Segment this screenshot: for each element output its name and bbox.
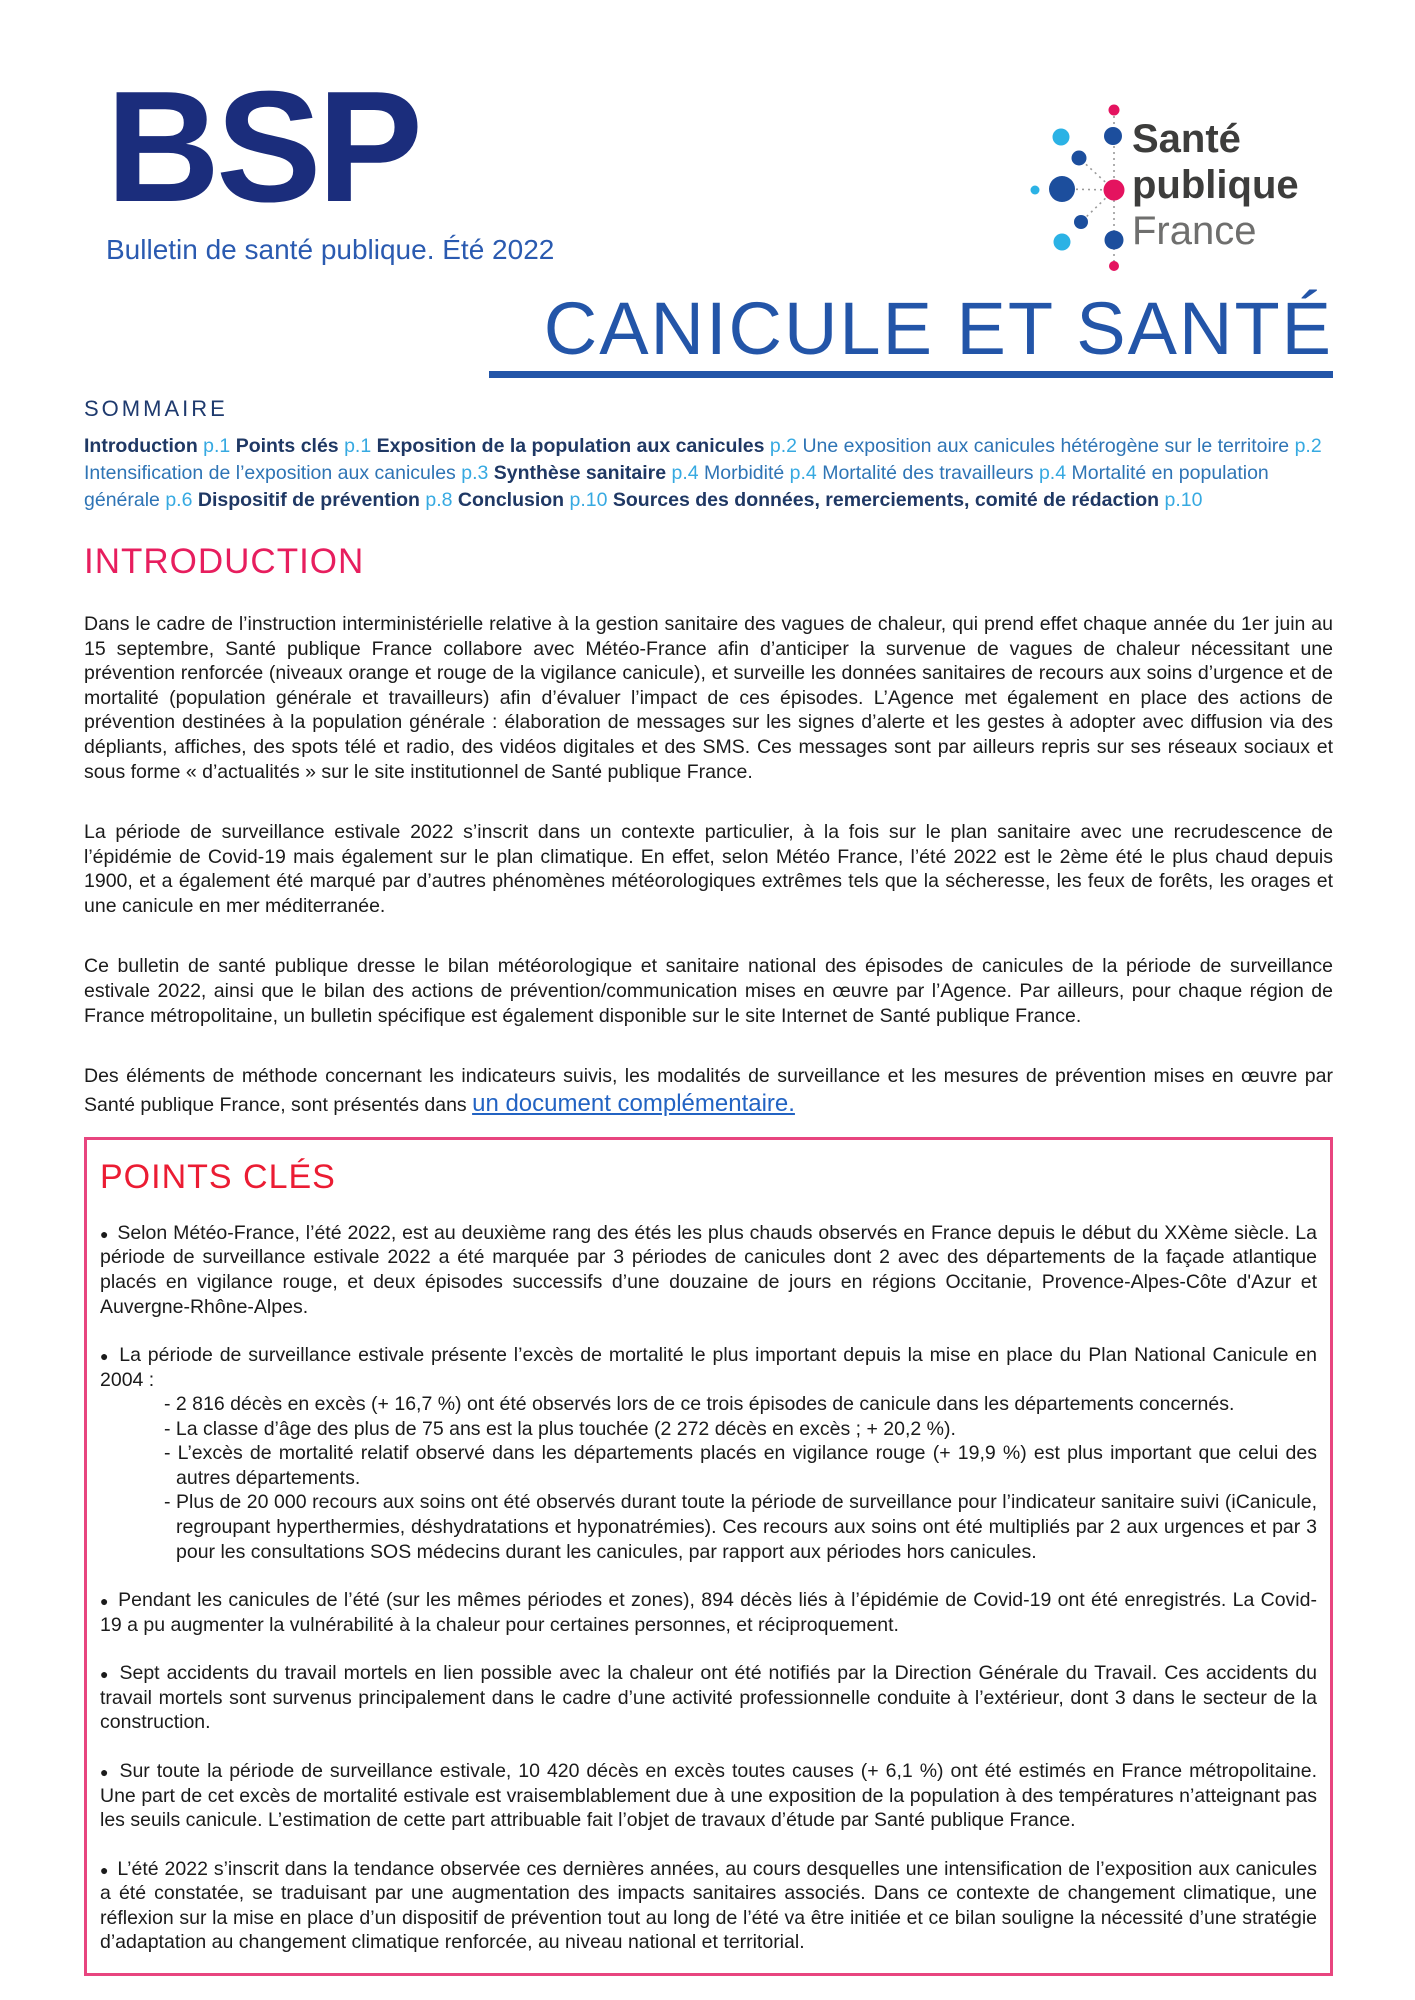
key-point-subitem: - L’excès de mortalité relatif observé dans les départements placés en vigilance rouge (+ 19,9 %) est plus important que celui des autres départements. — [164, 1442, 1317, 1489]
bullet-icon: ● — [100, 1593, 115, 1610]
sommaire-heading: SOMMAIRE — [84, 396, 228, 422]
text-segment: p.1 — [203, 435, 236, 458]
key-point — [100, 1759, 1317, 1833]
intro-paragraph — [84, 954, 1333, 1028]
bullet-icon: ● — [100, 1348, 116, 1365]
text-segment: p.10 — [569, 489, 613, 512]
text-segment: Des éléments de méthode concernant les indicateurs suivis, les modalités de surveillance et les mesures de prévention mises en œuvre par Santé publique France, sont présentés dans — [84, 1065, 1333, 1116]
key-point-text — [100, 1588, 1317, 1637]
text-segment: Intensification de l’exposition aux canicules — [84, 462, 462, 485]
bulletin-subtitle: Bulletin de santé publique. Été 2022 — [106, 234, 555, 266]
key-point — [100, 1221, 1317, 1319]
text-segment: p.3 — [461, 462, 494, 485]
key-point-subitem: - La classe d’âge des plus de 75 ans est la plus touchée (2 272 décès en excès ; + 20,2 %). — [164, 1417, 956, 1440]
text-segment: Pendant les canicules de l’été (sur les mêmes périodes et zones), 894 décès liés à l’épidémie de Covid-19 ont été enregistrés. La Covid-19 a pu augmenter la vulnérabilité à la chaleur pour certaines personnes, et réciproquement. — [100, 1589, 1317, 1636]
bullet-icon: ● — [100, 1225, 114, 1242]
points-cles-bullets — [100, 1221, 1317, 1955]
text-segment: Points clés — [235, 435, 345, 458]
bullet-icon: ● — [100, 1861, 114, 1878]
page-title: CANICULE ET SANTÉ — [489, 291, 1333, 378]
text-segment: Ce bulletin de santé publique dresse le bilan météorologique et sanitaire national des épisodes de canicules de la période de surveillance estivale 2022, ainsi que le bilan des actions de prévention/communication mises en œuvre par l’Agence. Par ailleurs, pour chaque région de France métropolitaine, un bulletin spécifique est également disponible sur le site Internet de Santé publique France. — [84, 955, 1333, 1027]
text-segment: La période de surveillance estivale présente l’excès de mortalité le plus important depuis la mise en place du Plan National Canicule en 2004 : — [100, 1344, 1317, 1391]
key-point-subitem: - Plus de 20 000 recours aux soins ont été observés durant toute la période de surveillance pour l’indicateur sanitaire suivi (iCanicule, regroupant hyperthermies, déshydratations et hyponatrémies). Ces recours aux soins ont été multipliés par 2 aux urgences et par 3 pour les consultations SOS médecins durant les canicules, par rapport aux périodes hors canicules. — [164, 1491, 1317, 1563]
doc-complementaire-link[interactable]: un document complémentaire. — [472, 1089, 795, 1117]
bullet-icon: ● — [100, 1763, 116, 1780]
text-segment: Sept accidents du travail mortels en lien possible avec la chaleur ont été notifiés par la Direction Générale du Travail. Ces accidents du travail mortels sont survenus principalement dans le cadre d’une activité professionnelle conduite à l’extérieur, dont 3 dans le secteur de la construction. — [100, 1662, 1317, 1734]
text-segment: Sur toute la période de surveillance estivale, 10 420 décès en excès toutes causes (+ 6,1 %) ont été estimés en France métropolitaine. Une part de cet excès de mortalité estivale est vraisemblablement due à une exposition de la population à des températures n’atteignant pas les seuils canicule. L’estimation de cette part attribuable fait l’objet de travaux d’étude par Santé publique France. — [100, 1759, 1317, 1832]
text-segment: Morbidité — [704, 462, 790, 485]
text-segment: p.2 — [1294, 435, 1322, 458]
text-segment: L’été 2022 s’inscrit dans la tendance observée ces dernières années, au cours desquelles une intensification de l’exposition aux canicules a été constatée, se traduisant par une augmentation des impacts sanitaires associés. Dans ce contexte de changement climatique, une réflexion sur la mise en place d’un dispositif de prévention tout au long de l’été va être initiée et ce bilan souligne la nécessité d’une stratégie d’adaptation au changement climatique renforcée, au niveau national et territorial. — [100, 1857, 1317, 1954]
spf-logo-text-sante: Santé — [1132, 117, 1241, 161]
text-segment: p.4 — [671, 462, 705, 485]
text-segment: Mortalité en population générale — [84, 462, 1269, 512]
intro-paragraph — [84, 820, 1333, 918]
text-segment: p.10 — [1164, 489, 1203, 512]
text-segment: p.6 — [165, 489, 198, 512]
sante-publique-france-logo — [1014, 86, 1349, 281]
key-point-text — [100, 1343, 1317, 1392]
text-segment: p.2 — [769, 435, 803, 458]
intro-paragraph — [84, 612, 1333, 784]
text-segment: p.1 — [344, 435, 377, 458]
introduction-body — [84, 612, 1333, 1119]
bsp-logo: BSP — [106, 59, 419, 235]
text-segment: Synthèse sanitaire — [493, 462, 672, 485]
key-point — [100, 1857, 1317, 1955]
logo-network-dots — [1031, 105, 1125, 272]
text-segment: Dans le cadre de l’instruction interministérielle relative à la gestion sanitaire des vagues de chaleur, qui prend effet chaque année du 1er juin au 15 septembre, Santé publique France collabore avec Météo-France afin d’anticiper la survenue de vagues de chaleur nécessitant une prévention renforcée (niveaux orange et rouge de la vigilance canicule), et surveille les données sanitaires de recours aux soins d’urgence et de mortalité (population générale et travailleurs) afin d’évaluer l’impact de ces épisodes. L’Agence met également en place des actions de prévention destinées à la population générale : élaboration de messages sur les signes d’alerte et les gestes à adopter avec diffusion via des dépliants, affiches, des spots télé et radio, des vidéos digitales et des SMS. Ces messages sont par ailleurs repris sur ses réseaux sociaux et sous forme « d’actualités » sur le site institutionnel de Santé publique France. — [84, 613, 1333, 783]
key-point-text — [100, 1661, 1317, 1735]
title-wrap — [84, 287, 1333, 378]
text-segment: p.4 — [789, 462, 823, 485]
text-segment: Introduction — [84, 435, 204, 458]
text-segment: p.8 — [425, 489, 458, 512]
bsp-block — [106, 59, 555, 266]
introduction-heading: INTRODUCTION — [84, 542, 365, 582]
spf-logo-text-france: France — [1132, 209, 1257, 253]
key-point-subitem: - 2 816 décès en excès (+ 16,7 %) ont été observés lors de ce trois épisodes de canicule dans les départements concernés. — [164, 1393, 1235, 1416]
key-point — [100, 1661, 1317, 1735]
spf-logo-text-publique: publique — [1132, 163, 1299, 207]
points-cles-heading: POINTS CLÉS — [100, 1157, 336, 1196]
points-cles-box — [84, 1137, 1333, 1976]
text-segment: Selon Météo-France, l’été 2022, est au deuxième rang des étés les plus chauds observés en France depuis le début du XXème siècle. La période de surveillance estivale 2022 a été marquée par 3 périodes de canicules dont 2 avec des départements de la façade atlantique placés en vigilance rouge, et deux épisodes successifs d’une douzaine de jours en régions Occitanie, Provence-Alpes-Côte d'Azur et Auvergne-Rhône-Alpes. — [100, 1221, 1317, 1318]
intro-paragraph — [84, 1064, 1333, 1119]
header — [84, 0, 1333, 281]
bullet-icon: ● — [100, 1666, 116, 1683]
key-point-text — [100, 1759, 1317, 1833]
key-point — [100, 1588, 1317, 1637]
text-segment: Mortalité des travailleurs — [822, 462, 1039, 485]
text-segment: p.4 — [1038, 462, 1072, 485]
text-segment: Sources des données, remerciements, comité de rédaction — [612, 489, 1165, 512]
sommaire — [84, 433, 1333, 514]
key-point-subitems — [164, 1392, 1317, 1564]
text-segment: Exposition de la population aux canicules — [376, 435, 770, 458]
text-segment: Dispositif de prévention — [197, 489, 426, 512]
text-segment: Conclusion — [457, 489, 570, 512]
key-point-text — [100, 1221, 1317, 1319]
text-segment: Une exposition aux canicules hétérogène sur le territoire — [802, 435, 1295, 458]
key-point-text — [100, 1857, 1317, 1955]
text-segment: La période de surveillance estivale 2022 s’inscrit dans un contexte particulier, à la fois sur le plan sanitaire avec une recrudescence de l’épidémie de Covid-19 mais également sur le plan climatique. En effet, selon Météo France, l’été 2022 est le 2ème été le plus chaud depuis 1900, et a également été marqué par d’autres phénomènes météorologiques extrêmes tels que la sécheresse, les feux de forêts, les orages et une canicule en mer méditerranée. — [84, 821, 1333, 917]
key-point — [100, 1343, 1317, 1564]
